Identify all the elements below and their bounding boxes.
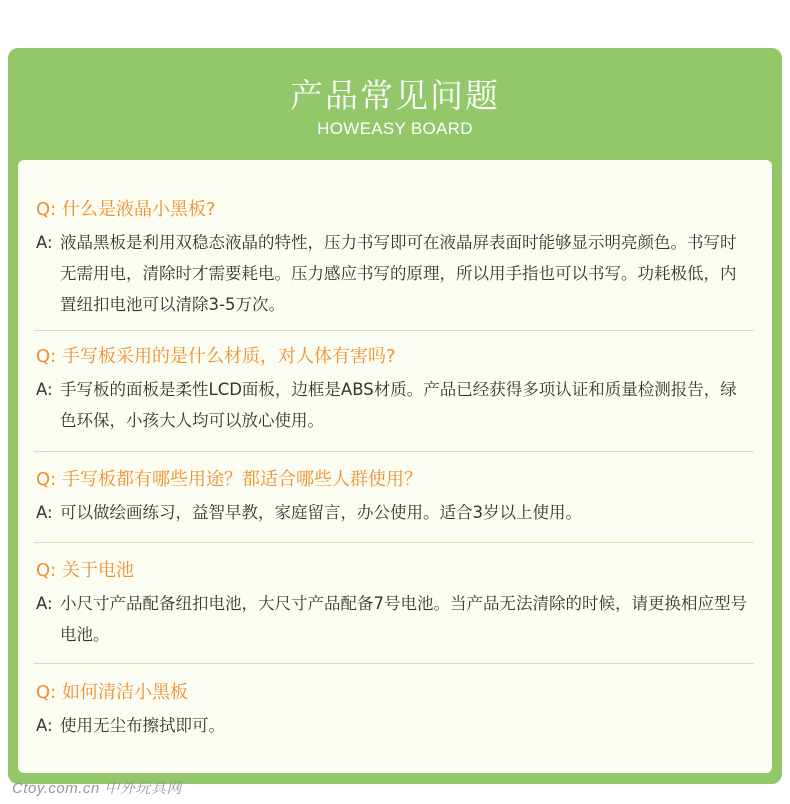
faq-item xyxy=(36,195,752,331)
faq-item xyxy=(36,342,752,452)
faq-item xyxy=(36,678,752,748)
question-prefix: Q: xyxy=(36,199,57,220)
faq-question xyxy=(36,195,752,225)
answer-text: 手写板的面板是柔性LCD面板，边框是ABS材质。产品已经获得多项认证和质量检测报告，绿色环保，小孩大人均可以放心使用。 xyxy=(60,380,737,430)
answer-prefix: A: xyxy=(36,233,53,252)
question-text: 手写板采用的是什么材质，对人体有害吗? xyxy=(61,346,396,367)
answer-text: 可以做绘画练习，益智早教，家庭留言，办公使用。适合3岁以上使用。 xyxy=(60,503,582,522)
answer-prefix: A: xyxy=(36,380,53,399)
faq-question xyxy=(36,465,752,495)
answer-text: 使用无尘布擦拭即可。 xyxy=(60,716,225,735)
watermark-logo: Ctoy.com.cn 中外玩具网 xyxy=(12,780,182,797)
answer-text: 液晶黑板是利用双稳态液晶的特性，压力书写即可在液晶屏表面时能够显示明亮颜色。书写时无需用电，清除时才需要耗电。压力感应书写的原理，所以用手指也可以书写。功耗极低，内置纽扣电池可以清除3-5万次。 xyxy=(60,233,737,314)
page-title: 产品常见问题 xyxy=(290,76,500,115)
question-text: 如何清洁小黑板 xyxy=(61,682,188,703)
question-text: 什么是液晶小黑板? xyxy=(61,199,216,220)
answer-prefix: A: xyxy=(36,594,53,613)
question-prefix: Q: xyxy=(36,346,57,367)
faq-answer xyxy=(36,374,752,436)
answer-text: 小尺寸产品配备纽扣电池，大尺寸产品配备7号电池。当产品无法清除的时候，请更换相应型号电池。 xyxy=(60,594,747,644)
question-prefix: Q: xyxy=(36,469,57,490)
faq-question xyxy=(36,342,752,372)
faq-answer xyxy=(36,227,752,320)
faq-question xyxy=(36,678,752,708)
question-text: 关于电池 xyxy=(61,560,134,581)
answer-prefix: A: xyxy=(36,503,53,522)
faq-answer xyxy=(36,588,752,650)
faq-answer xyxy=(36,497,752,528)
page-subtitle: HOWEASY BOARD xyxy=(317,119,473,138)
answer-prefix: A: xyxy=(36,716,53,735)
faq-question xyxy=(36,556,752,586)
question-prefix: Q: xyxy=(36,560,57,581)
faq-item xyxy=(36,556,752,664)
faq-item xyxy=(36,465,752,543)
question-prefix: Q: xyxy=(36,682,57,703)
question-text: 手写板都有哪些用途？都适合哪些人群使用？ xyxy=(61,469,422,490)
faq-answer xyxy=(36,710,752,741)
